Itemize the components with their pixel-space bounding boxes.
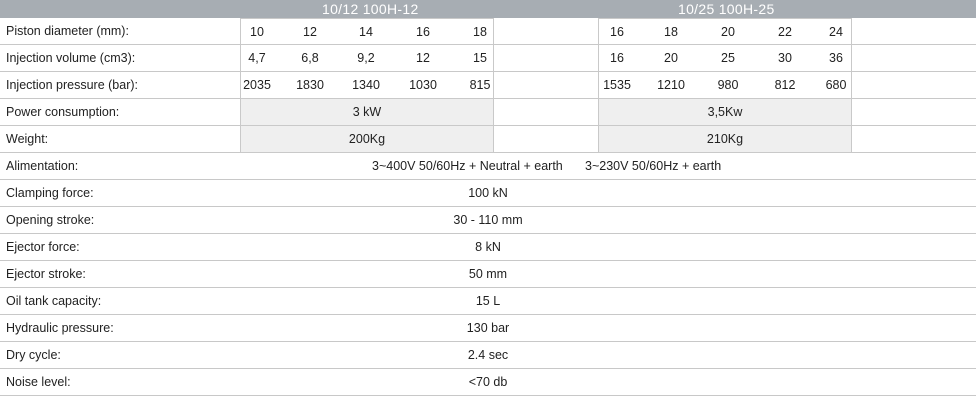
value-cell: 12 [303, 24, 317, 39]
right-value-box [598, 125, 852, 153]
row-label: Dry cycle: [6, 347, 61, 362]
value-cell: 3~400V 50/60Hz + Neutral + earth [372, 158, 563, 173]
row-label: Noise level: [6, 374, 71, 389]
left-value-box [240, 98, 494, 126]
row-label: Injection pressure (bar): [6, 77, 139, 92]
value-cell: 4,7 [248, 51, 266, 65]
value-cell: 1030 [409, 78, 437, 92]
value-cell: 14 [359, 24, 373, 39]
value-cell: 980 [717, 78, 739, 92]
value-cell: 20 [664, 51, 678, 65]
right-values [598, 44, 852, 72]
value-cell: 12 [416, 51, 430, 65]
value-cell: 680 [825, 78, 847, 92]
value-cell: 3~230V 50/60Hz + earth [585, 158, 722, 173]
left-values [240, 44, 494, 72]
table-row [0, 98, 976, 126]
row-label: Piston diameter (mm): [6, 24, 129, 38]
left-value-box [240, 125, 494, 153]
row-label: Ejector stroke: [6, 266, 86, 281]
value-cell: 815 [469, 78, 491, 92]
value-cell: 16 [610, 24, 624, 39]
value-cell: 24 [829, 24, 843, 39]
table-row [0, 206, 976, 234]
value-cell: 812 [774, 78, 796, 92]
row-label: Ejector force: [6, 239, 80, 254]
value-cell: 1210 [657, 78, 685, 92]
value-cell: 210Kg [706, 132, 744, 146]
table-row [0, 368, 976, 396]
value-cell: 16 [610, 51, 624, 65]
table-row [0, 125, 976, 153]
value-cell: 3,5Kw [707, 105, 743, 119]
row-label: Oil tank capacity: [6, 293, 102, 308]
value-cell: 3 kW [352, 105, 382, 119]
model-title-right: 10/25 100H-25 [678, 1, 775, 17]
table-row [0, 287, 976, 315]
table-row [0, 260, 976, 288]
table-row [0, 314, 976, 342]
value-cell: 18 [664, 24, 678, 39]
value-cell: 22 [778, 24, 792, 39]
left-values [240, 71, 494, 99]
value-cell: 25 [721, 51, 735, 65]
value-cell: 15 [473, 51, 487, 65]
value-cell: 36 [829, 51, 843, 65]
value-cell: 8 kN [475, 239, 501, 254]
value-cell: 16 [416, 24, 430, 39]
value-cell: 20 [721, 24, 735, 39]
value-cell: 30 - 110 mm [453, 212, 523, 227]
value-cell: 18 [473, 24, 487, 39]
table-row [0, 152, 976, 180]
value-cell: 10 [250, 24, 264, 39]
value-cell: 1535 [603, 78, 631, 92]
table-row [0, 71, 976, 99]
table-row [0, 18, 976, 45]
row-label: Injection volume (cm3): [6, 50, 136, 65]
table-header [0, 0, 976, 18]
value-cell: 30 [778, 51, 792, 65]
value-cell: <70 db [468, 374, 508, 389]
table-row [0, 233, 976, 261]
value-cell: 6,8 [301, 51, 319, 65]
left-values [240, 18, 494, 45]
right-values [598, 71, 852, 99]
table-row [0, 179, 976, 207]
row-label: Weight: [6, 131, 49, 146]
value-cell: 1830 [296, 78, 324, 92]
table-row [0, 44, 976, 72]
table-row [0, 341, 976, 369]
row-label: Opening stroke: [6, 212, 95, 227]
right-value-box [598, 98, 852, 126]
value-cell: 1340 [352, 78, 380, 92]
value-cell: 130 bar [466, 320, 510, 335]
row-label: Power consumption: [6, 104, 120, 119]
value-cell: 100 kN [468, 185, 508, 200]
row-label: Alimentation: [6, 158, 79, 173]
row-label: Clamping force: [6, 185, 94, 200]
value-cell: 9,2 [357, 51, 375, 65]
value-cell: 200Kg [348, 132, 386, 146]
value-cell: 2035 [243, 78, 271, 92]
value-cell: 50 mm [468, 266, 508, 281]
value-cell: 15 L [475, 293, 501, 308]
right-values [598, 18, 852, 45]
row-label: Hydraulic pressure: [6, 320, 114, 335]
value-cell: 2.4 sec [467, 347, 509, 362]
model-title-left: 10/12 100H-12 [322, 1, 419, 17]
